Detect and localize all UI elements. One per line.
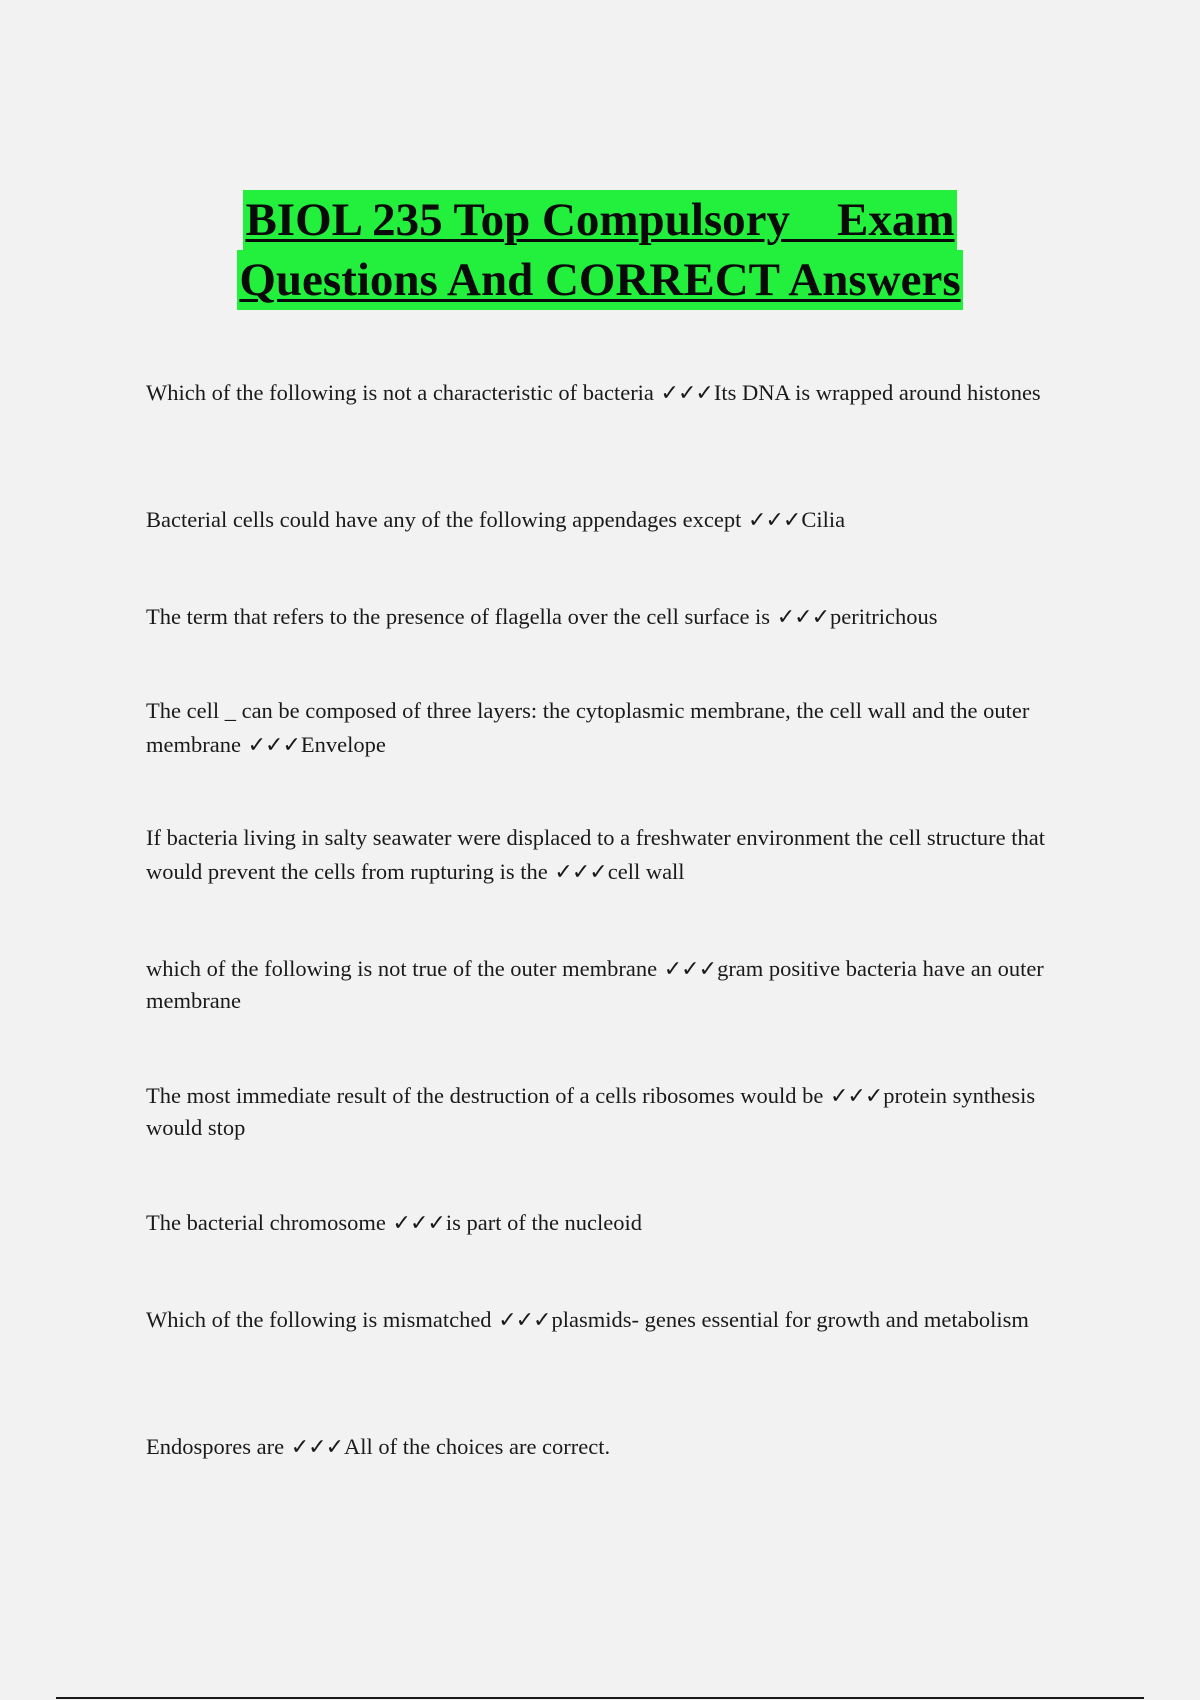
answer-text: All of the choices are correct. [344, 1434, 611, 1459]
check-marks-icon: ✓✓✓ [247, 733, 300, 758]
footer-divider [56, 1697, 1144, 1699]
question-text: The bacterial chromosome [146, 1210, 392, 1235]
answer-text: Envelope [300, 732, 386, 757]
question-text: which of the following is not true of the outer membrane [146, 956, 663, 981]
check-marks-icon: ✓✓✓ [660, 381, 713, 406]
qa-item-6 [146, 953, 1066, 1016]
qa-item-5 [146, 821, 1066, 890]
qa-item-1 [146, 377, 1066, 409]
check-marks-icon: ✓✓✓ [554, 860, 607, 885]
question-text: Which of the following is not a characteristic of bacteria [146, 380, 660, 405]
check-marks-icon: ✓✓✓ [290, 1435, 344, 1460]
question-text: The term that refers to the presence of flagella over the cell surface is [146, 604, 776, 629]
qa-item-9 [146, 1304, 1066, 1336]
check-marks-icon: ✓✓✓ [829, 1084, 883, 1109]
answer-text: gram positive bacteria have an outer membrane [146, 956, 1044, 1013]
qa-item-8 [146, 1207, 1066, 1239]
qa-item-7 [146, 1080, 1066, 1143]
qa-item-2 [146, 504, 1066, 536]
check-marks-icon: ✓✓✓ [498, 1308, 551, 1333]
question-text: The most immediate result of the destruction of a cells ribosomes would be [146, 1083, 829, 1108]
question-text: If bacteria living in salty seawater were displaced to a freshwater environment the cell structure that would prevent the cells from rupturing is the [146, 825, 1046, 884]
question-text: The cell _ can be composed of three layers: the cytoplasmic membrane, the cell wall and the outer membrane [146, 698, 1030, 757]
answer-text: protein synthesis would stop [146, 1083, 1036, 1140]
title-line-2: Questions And CORRECT Answers [237, 250, 962, 310]
qa-item-4 [146, 694, 1066, 763]
question-text: Endospores are [146, 1434, 290, 1459]
qa-item-10 [146, 1431, 1066, 1463]
answer-text: is part of the nucleoid [445, 1210, 643, 1235]
check-marks-icon: ✓✓✓ [392, 1211, 445, 1236]
answer-text: peritrichous [830, 604, 938, 629]
answer-text: Its DNA is wrapped around histones [713, 380, 1041, 405]
check-marks-icon: ✓✓✓ [776, 605, 830, 630]
check-marks-icon: ✓✓✓ [748, 508, 801, 533]
answer-text: cell wall [607, 859, 685, 884]
answer-text: Cilia [801, 507, 846, 532]
answer-text: plasmids- genes essential for growth and metabolism [551, 1307, 1029, 1332]
qa-item-3 [146, 601, 1066, 633]
check-marks-icon: ✓✓✓ [663, 957, 717, 982]
question-text: Bacterial cells could have any of the following appendages except [146, 507, 748, 532]
title-line-1: BIOL 235 Top Compulsory Exam [243, 190, 956, 250]
question-text: Which of the following is mismatched [146, 1307, 498, 1332]
document-title [0, 190, 1200, 310]
